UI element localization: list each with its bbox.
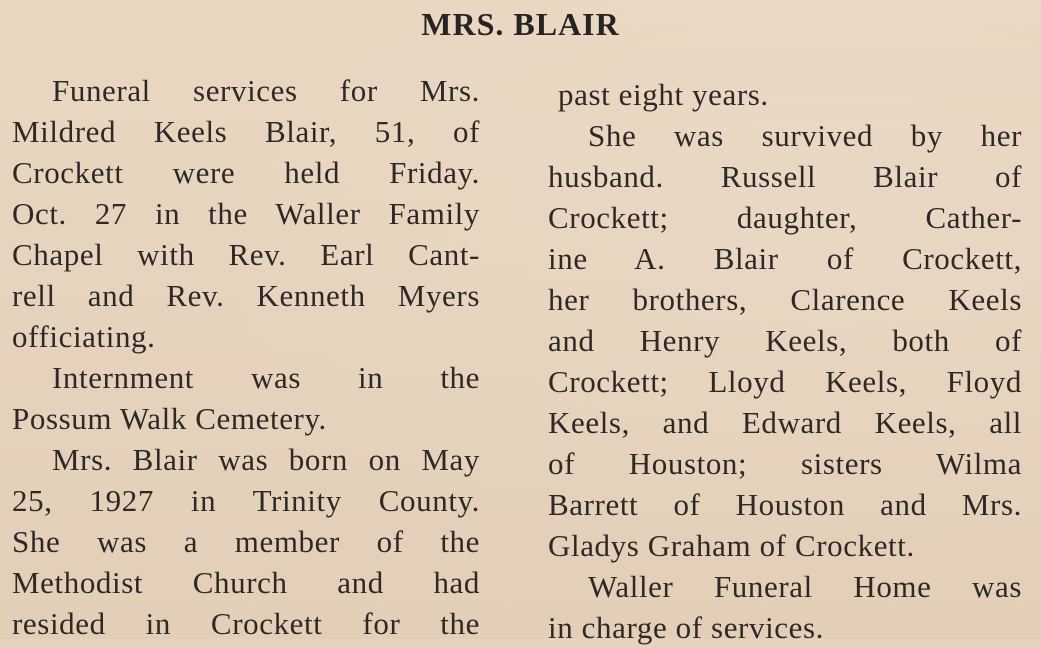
text-line: Crockett; daughter, Cather-: [548, 200, 1022, 235]
text-line: and Henry Keels, both of: [548, 323, 1022, 358]
text-line: officiating.: [12, 319, 156, 354]
right-column: [548, 74, 1022, 648]
text-line: ine A. Blair of Crockett,: [548, 241, 1022, 276]
text-line: Methodist Church and had: [12, 565, 480, 600]
text-line: Keels, and Edward Keels, all: [548, 405, 1022, 440]
text-line: past eight years.: [558, 77, 769, 112]
text-line: 25, 1927 in Trinity County.: [12, 483, 480, 518]
headline: MRS. BLAIR: [421, 6, 620, 42]
text-line: resided in Crockett for the: [12, 606, 480, 641]
text-line: of Houston; sisters Wilma: [548, 446, 1022, 481]
text-line: She was a member of the: [12, 524, 480, 559]
text-line: Gladys Graham of Crockett.: [548, 528, 915, 563]
text-line: Oct. 27 in the Waller Family: [12, 196, 480, 231]
text-line: her brothers, Clarence Keels: [548, 282, 1022, 317]
text-line: Mrs. Blair was born on May: [52, 442, 480, 477]
text-line: Possum Walk Cemetery.: [12, 401, 327, 436]
text-line: Waller Funeral Home was: [588, 569, 1022, 604]
text-line: rell and Rev. Kenneth Myers: [12, 278, 480, 313]
text-line: in charge of services.: [548, 610, 825, 645]
text-line: She was survived by her: [588, 118, 1022, 153]
text-line: Chapel with Rev. Earl Cant-: [12, 237, 480, 272]
text-line: Crockett were held Friday.: [12, 155, 480, 190]
text-line: Mildred Keels Blair, 51, of: [12, 114, 480, 149]
text-line: Crockett; Lloyd Keels, Floyd: [548, 364, 1022, 399]
text-line: Barrett of Houston and Mrs.: [548, 487, 1022, 522]
text-line: husband. Russell Blair of: [548, 159, 1022, 194]
text-line: Funeral services for Mrs.: [52, 73, 480, 108]
left-column: [12, 70, 480, 644]
text-line: Internment was in the: [52, 360, 480, 395]
